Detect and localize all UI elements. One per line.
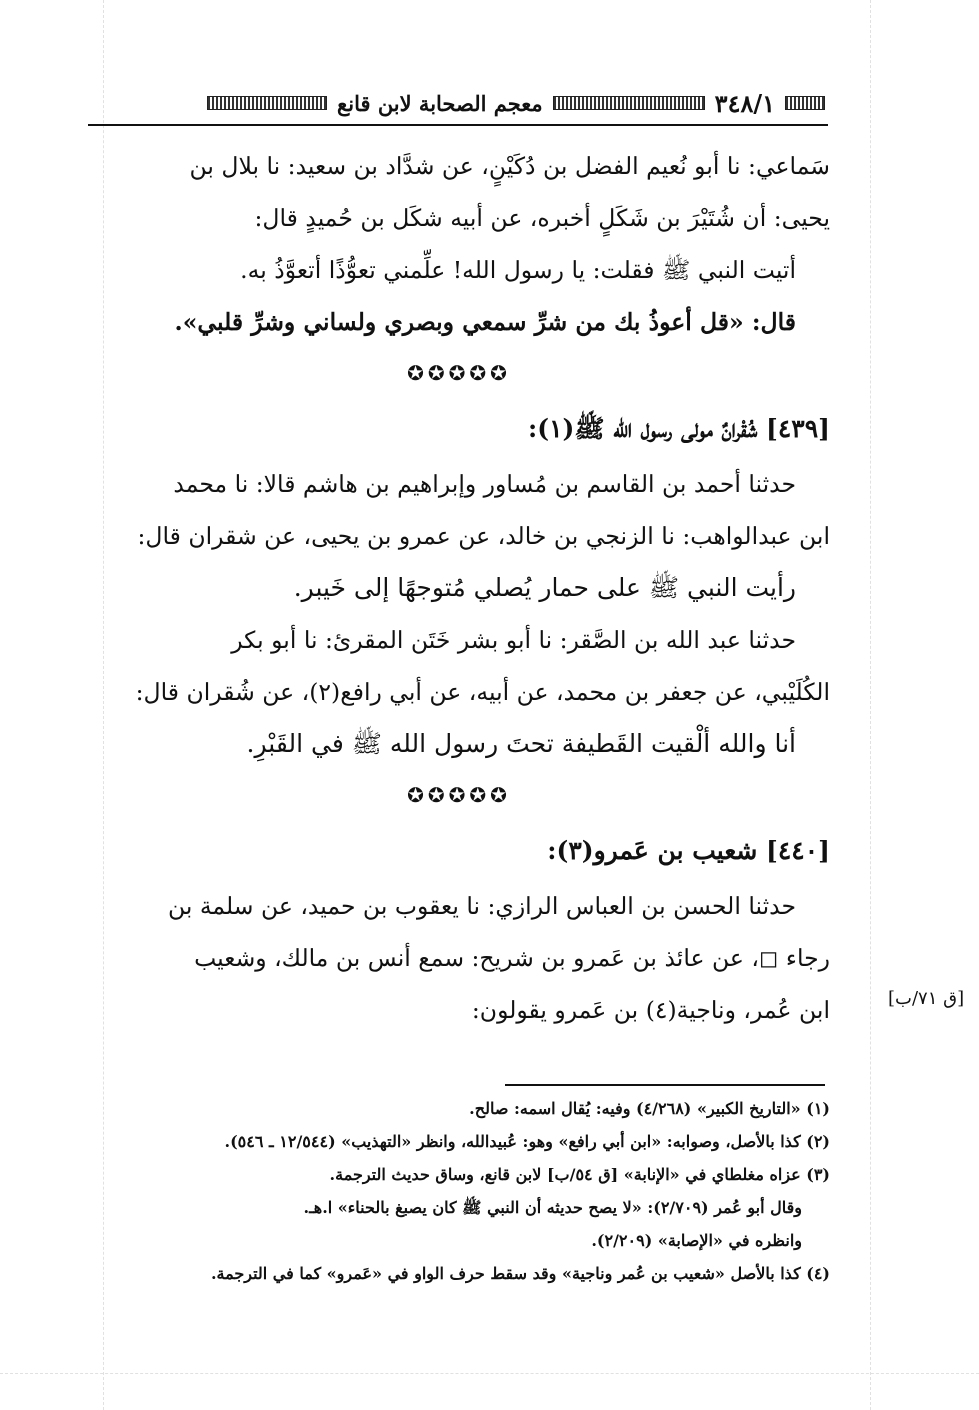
manuscript-folio-note: [ق ٧١/ب] [888,988,965,1009]
text-line: سَماعي: نا أبو نُعيم الفضل بن دُكَيْنٍ، عن شدَّاد بن سعيد: نا بلال بن [189,152,830,180]
text-line: ابن عبدالواهب: نا الزنجي بن خالد، عن عمرو بن يحيى، عن شقران قال: [137,522,830,550]
book-title: معجم الصحابة لابن قانع [337,90,543,116]
footnote-1: (١) «التاريخ الكبير» (٤/٢٦٨) وفيه: يُقال اسمه: صالح. [469,1099,830,1118]
footnote-rule [505,1084,825,1086]
hadith-quote: قال: «قل أعوذُ بك من شرِّ سمعي وبصري ولساني وشرِّ قلبي». [174,308,796,336]
text-line: حدثنا عبد الله بن الصَّقر: نا أبو بشر خَتَن المقرئ: نا أبو بكر [231,626,796,654]
footnote-2: (٢) كذا بالأصل، وصوابه: «ابن أبي رافع» وهو: عُبيدالله، وانظر «التهذيب» (١٢/٥٤٤ ـ ٥٤٦). [224,1132,830,1151]
running-header [90,88,825,118]
text-line: الكُلَيْبي، عن جعفر بن محمد، عن أبيه، عن أبي رافع(٢)، عن شُقران قال: [135,678,830,706]
footnote-3: (٣) عزاه مغلطاي في «الإنابة» [ق ٥٤/ب] لابن قانع، وساق حديث الترجمة. [329,1165,830,1184]
footnotes [88,1092,830,1290]
text-line: يحيى: أن شُتَيْرَ بن شَكَلٍ أخبره، عن أبيه شكَل بن حُميدٍ قال: [254,204,830,232]
header-ornament [785,96,825,110]
footnote-3-continued: وانظره في «الإصابة» (٢/٢٠٩). [591,1231,802,1250]
scan-guide-line [870,0,871,1410]
text-line: رجاء ◻، عن عائذ بن عَمرو بن شريح: سمع أنس بن مالك، وشعيب [194,944,830,972]
hadith-text: أنا والله ألْقيت القَطيفة تحتَ رسول الله ﷺ في القَبْرِ. [246,729,796,758]
text-line: حدثنا الحسن بن العباس الرازي: نا يعقوب بن حميد، عن سلمة بن [167,892,796,920]
footnote-4: (٤) كذا بالأصل «شعيب بن عُمر وناجية» وقد سقط حرف الواو في «عَمرو» كما في الترجمة. [210,1264,830,1283]
section-separator: ✪✪✪✪✪ [407,783,511,807]
page-number: ٣٤٨/١ [714,88,775,118]
text-line: حدثنا أحمد بن القاسم بن مُساور وإبراهيم بن هاشم قالا: نا محمد [173,470,796,498]
header-ornament [207,96,327,110]
main-text [88,140,830,1036]
hadith-text: رأيت النبي ﷺ على حمار يُصلي مُتوجهًا إلى خَيبر. [293,573,796,602]
entry-heading-440: [٤٤٠] شعيب بن عَمرو(٣): [547,836,830,865]
hadith-text: أتيت النبي ﷺ فقلت: يا رسول الله! علِّمني تعوُّذًا أتعوَّذُ به. [240,256,796,284]
header-rule [88,124,828,126]
section-separator: ✪✪✪✪✪ [407,361,511,385]
footnote-3-continued: وقال أبو عُمر (٢/٧٠٩): «لا يصح حديثه أن النبي ﷺ كان يصبغ بالحناء» ا.هـ. [303,1198,802,1217]
header-ornament [553,96,705,110]
scan-guide-line [0,1373,979,1374]
entry-heading-439: [٤٣٩] شُقْرانٌ مولى رسول الله ﷺ(١): [528,414,830,443]
text-line: ابن عُمر، وناجية(٤) بن عَمرو يقولون: [471,996,830,1024]
